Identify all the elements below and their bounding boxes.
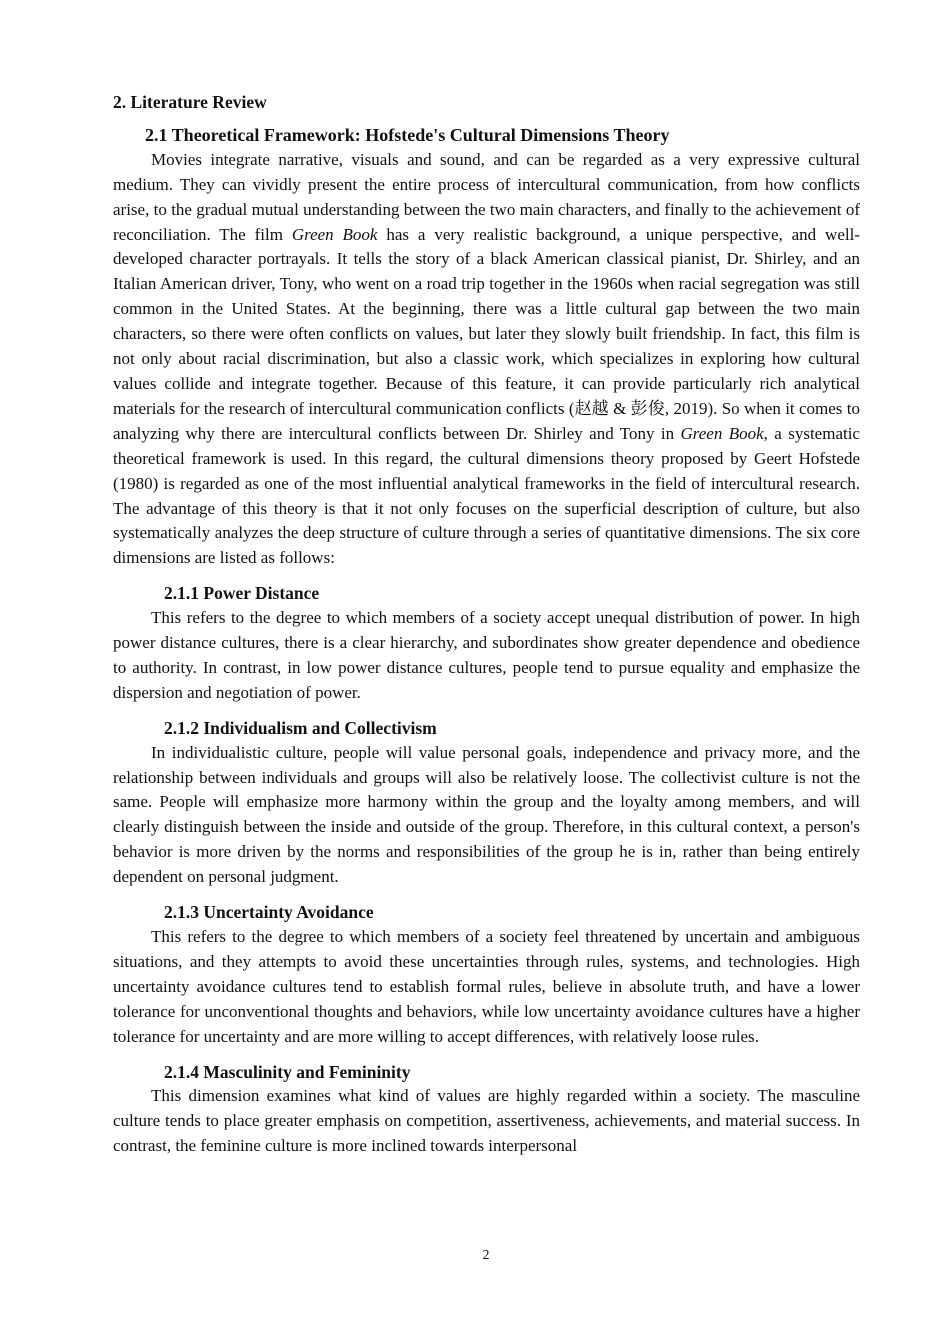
subsection-heading: 2.1 Theoretical Framework: Hofstede's Cultural Dimensions Theory bbox=[145, 124, 670, 145]
dimension-heading-power-distance: 2.1.1 Power Distance bbox=[164, 583, 320, 604]
section-heading: 2. Literature Review bbox=[113, 92, 267, 112]
dimension-paragraph-uncertainty-avoidance: This refers to the degree to which members of a society feel threatened by uncertain and ambiguous situations, and they attempts to avoid these uncertainties through rules, systems, and technologies. High uncertainty avoidance cultures tend to establish formal rules, believe in absolute truth, and have a lower tolerance for unconventional thoughts and behaviors, while low uncertainty avoidance cultures have a higher tolerance for uncertainty and are more willing to accept differences, with relatively loose rules. bbox=[113, 927, 860, 1046]
dimension-paragraph-masculinity: This dimension examines what kind of values are highly regarded within a society. The masculine culture tends to place greater emphasis on competition, assertiveness, achievements, and material success. In contrast, the feminine culture is more inclined towards interpersonal bbox=[113, 1086, 860, 1156]
film-title: Green Book bbox=[291, 224, 378, 244]
document-page bbox=[113, 90, 860, 1159]
page-number: 2 bbox=[482, 1248, 490, 1263]
dimension-heading-individualism: 2.1.2 Individualism and Collectivism bbox=[164, 717, 437, 738]
intro-text-3: , a systematic theoretical framework is used. In this regard, the cultural dimensions theory proposed by Geert Hofstede (1980) is regarded as one of the most influential analytical frameworks in the field of intercultural research. The advantage of this theory is that it not only focuses on the superficial description of culture, but also systematically analyzes the deep structure of culture through a series of quantitative dimensions. The six core dimensions are listed as follows: bbox=[113, 423, 860, 568]
intro-text-1: Movies integrate narrative, visuals and sound, and can be regarded as a very expressive cultural medium. They can vividly present the entire process of intercultural communication, from how conflicts arise, to the gradual mutual understanding between the two main characters, and finally to the achievement of reconciliation. The film bbox=[113, 149, 860, 244]
dimension-paragraph-power-distance: This refers to the degree to which members of a society accept unequal distribution of power. In high power distance cultures, there is a clear hierarchy, and subordinates show greater dependence and obedience to authority. In contrast, in low power distance cultures, people tend to pursue equality and emphasize the dispersion and negotiation of power. bbox=[113, 608, 860, 702]
film-title: Green Book bbox=[680, 423, 764, 443]
intro-text-2: has a very realistic background, a unique perspective, and well-developed character portrayals. It tells the story of a black American classical pianist, Dr. Shirley, and an Italian American driver, Tony, who went on a road trip together in the 1960s when racial segregation was still common in the United States. At the beginning, there was a little cultural gap between the two main characters, so there were often conflicts on values, but later they slowly built friendship. In fact, this film is not only about racial discrimination, but also a classic work, which specializes in exploring how cultural values collide and integrate together. Because of this feature, it can provide particularly rich analytical materials for the research of intercultural communication conflicts (赵越 & 彭俊, 2019). So when it comes to analyzing why there are intercultural conflicts between Dr. Shirley and Tony in bbox=[113, 224, 860, 443]
dimension-paragraph-individualism: In individualistic culture, people will value personal goals, independence and privacy more, and the relationship between individuals and groups will also be relatively loose. The collectivist culture is not the same. People will emphasize more harmony within the group and the loyalty among members, and will clearly distinguish between the inside and outside of the group. Therefore, in this cultural context, a person's behavior is more driven by the norms and responsibilities of the group he is in, rather than being entirely dependent on personal judgment. bbox=[113, 742, 860, 887]
dimension-heading-uncertainty-avoidance: 2.1.3 Uncertainty Avoidance bbox=[164, 902, 374, 923]
dimension-heading-masculinity: 2.1.4 Masculinity and Femininity bbox=[164, 1061, 411, 1082]
intro-paragraph bbox=[113, 148, 860, 571]
